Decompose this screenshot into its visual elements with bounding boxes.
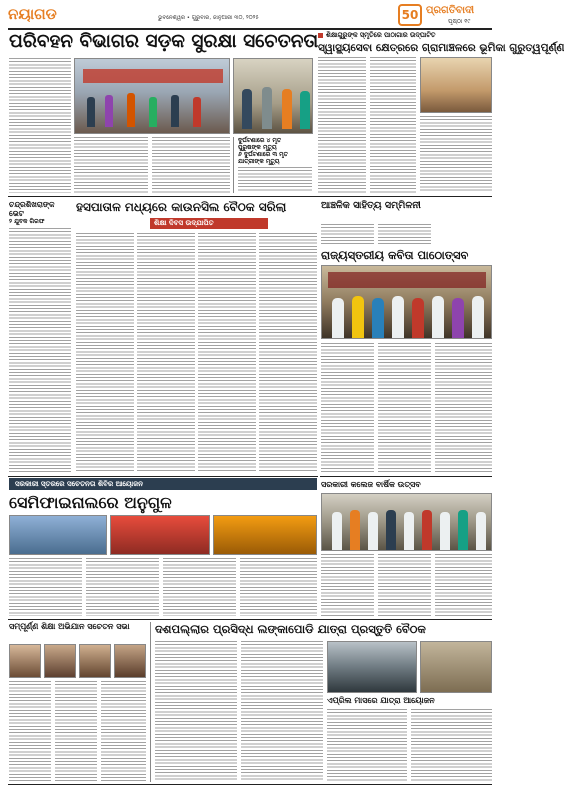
- s7-headline: ସମ୍ପୂର୍ଣ୍ଣ ଶିକ୍ଷା ଅଭିଯାନ ସଚେତନ ସଭା: [9, 622, 130, 631]
- accident-body: [238, 167, 312, 191]
- s7-photo-3: [79, 644, 111, 678]
- s5-headline: ସେମିଫାଇନାଲରେ ଅନୁଗୁଳ: [9, 493, 172, 512]
- accident-box: [233, 137, 313, 193]
- lead-photo: [74, 58, 230, 134]
- s6-photo: [321, 493, 492, 551]
- lead-body-col2: [74, 137, 148, 193]
- accident-title: ଦୁର୍ଘଟଣାରେ ୪ ମୃତ: [238, 137, 282, 144]
- s2-body-col1: [76, 233, 134, 473]
- right-row3-rule: [320, 476, 492, 477]
- s3-body-col1: [321, 224, 374, 244]
- s8-body-col4: [411, 709, 492, 781]
- lead-body-col1: [9, 58, 71, 193]
- s4-body-col2: [378, 343, 431, 473]
- s2-tag-text: ଶିକ୍ଷା ଦିବସ ଉଦ୍‌ଯାପିତ: [154, 219, 214, 227]
- banner-text: ସରକାରୀ ସ୍ତରରେ ସଚେତନତା ଶିବିର ଆୟୋଜନ: [15, 480, 143, 488]
- s8-photo-2: [420, 641, 492, 693]
- sidebar1-body-col2: [370, 57, 416, 193]
- s7-body-col2: [55, 681, 97, 781]
- accident-line2: ୬ ଦୁର୍ଘଟଣାରେ ୩ ମୃତ: [238, 151, 288, 158]
- row2-rule: [8, 476, 318, 477]
- s7-photo-4: [114, 644, 146, 678]
- row1-rule: [8, 196, 492, 197]
- masthead: [8, 4, 492, 28]
- footer-rule: [8, 784, 492, 785]
- s4-body-col1: [321, 343, 374, 473]
- s8-body-col3: [327, 709, 407, 781]
- s8-photo: [327, 641, 417, 693]
- s5-photo-2: [110, 515, 210, 555]
- dateline: ଭୁବନେଶ୍ୱର • ଗୁରୁବାର, ଜାନୁଆରୀ ୩୦, ୨୦୨୫: [158, 15, 259, 21]
- s6-body-col3: [435, 554, 492, 616]
- s4-body-col3: [435, 343, 492, 473]
- s4-headline: ରାଜ୍ୟସ୍ତରୀୟ କବିତା ପାଠୋତ୍ସବ: [321, 248, 469, 262]
- s7-body-col1: [9, 681, 51, 781]
- s8-headline: ଦଶପଲ୍ଲାର ପ୍ରସିଦ୍ଧ ଲଙ୍କାପୋଡି ଯାତ୍ରା ପ୍ରସ୍ତୁତି ବୈଠକ: [155, 622, 426, 636]
- s8small-headline: ଏପ୍ରିଲ ମାସରେ ଯାତ୍ରା ଆୟୋଜନ: [327, 696, 435, 705]
- s2side-body: [9, 228, 71, 473]
- anniversary-logo: 50: [398, 4, 422, 26]
- s8-body-col1: [155, 641, 237, 781]
- brand-name: ପ୍ରଗତିବାଦୀ: [426, 5, 475, 16]
- s6-headline: ସରକାରୀ କଲେଜ ବାର୍ଷିକ ଉତ୍ସବ: [321, 480, 421, 489]
- s5-body-col3: [163, 558, 236, 616]
- lead-photo-2: [233, 58, 313, 134]
- accident-line3: ଯାତ୍ରୀଙ୍କ ମୃତ୍ୟୁ: [238, 158, 280, 165]
- sidebar1-body-col1: [318, 57, 366, 193]
- banner: [9, 478, 317, 490]
- accident-line1: ପୁରୁଷଙ୍କ ମୃତ୍ୟୁ: [238, 144, 277, 151]
- s7-body-col3: [101, 681, 146, 781]
- row4-divider: [150, 622, 151, 782]
- s2side-headline: ଚନ୍ଦ୍ରଶିଖରାଙ୍କ ଭେଟ: [9, 200, 55, 218]
- sidebar1-headline: ସ୍ୱାସ୍ଥ୍ୟସେବା କ୍ଷେତ୍ରରେ ଗ୍ରାମାଞ୍ଚଳରେ ଭୂମିକା ଗୁରୁତ୍ୱପୂର୍ଣ୍ଣ: [318, 42, 564, 54]
- sidebar1-kicker-text: ଶିକ୍ଷାଗୁରୁଙ୍କ ସ୍ମୃତିରେ ପାଠାଗାର ଉଦ୍‌ଘାଟିତ: [326, 31, 436, 39]
- s3-headline: ଆଞ୍ଚଳିକ ସାହିତ୍ୟ ସମ୍ମିଳନୀ: [321, 200, 421, 211]
- lead-headline: ପରିବହନ ବିଭାଗର ସଡ଼କ ସୁରକ୍ଷା ସଚେତନତା: [9, 31, 319, 52]
- s5-photo-3: [213, 515, 317, 555]
- s6-body-col1: [321, 554, 374, 616]
- lead-body-col3: [152, 137, 230, 193]
- s8-body-col2: [241, 641, 323, 781]
- row3-rule: [8, 619, 492, 620]
- s2-tag: [150, 218, 268, 229]
- sidebar1-body-col3: [420, 116, 492, 193]
- s2-body-col2: [137, 233, 195, 473]
- sidebar1-kicker: [318, 31, 492, 42]
- s7-photo-1: [9, 644, 41, 678]
- s3-body-col2: [378, 224, 431, 244]
- s2-headline: ହସପାତାଳ ମଧ୍ୟରେ କାଉନସିଲ ବୈଠକ ସରିଲା: [76, 200, 287, 214]
- page-number: ପୃଷ୍ଠା ୧୯: [448, 18, 471, 25]
- masthead-rule: [8, 28, 492, 30]
- s5-photo: [9, 515, 107, 555]
- s2-body-col4: [259, 233, 317, 473]
- s4-photo: [321, 265, 492, 339]
- s5-body-col4: [240, 558, 317, 616]
- kw2: ୨ ଯୁବକ ଗିରଫ: [9, 218, 45, 225]
- s5-body-col2: [86, 558, 159, 616]
- sidebar1-photo: [420, 57, 492, 113]
- s7-photo-2: [44, 644, 76, 678]
- s6-body-col2: [378, 554, 431, 616]
- s2-body-col3: [198, 233, 256, 473]
- s5-body-col1: [9, 558, 82, 616]
- section-title: ନୟାଗଡ: [8, 5, 57, 23]
